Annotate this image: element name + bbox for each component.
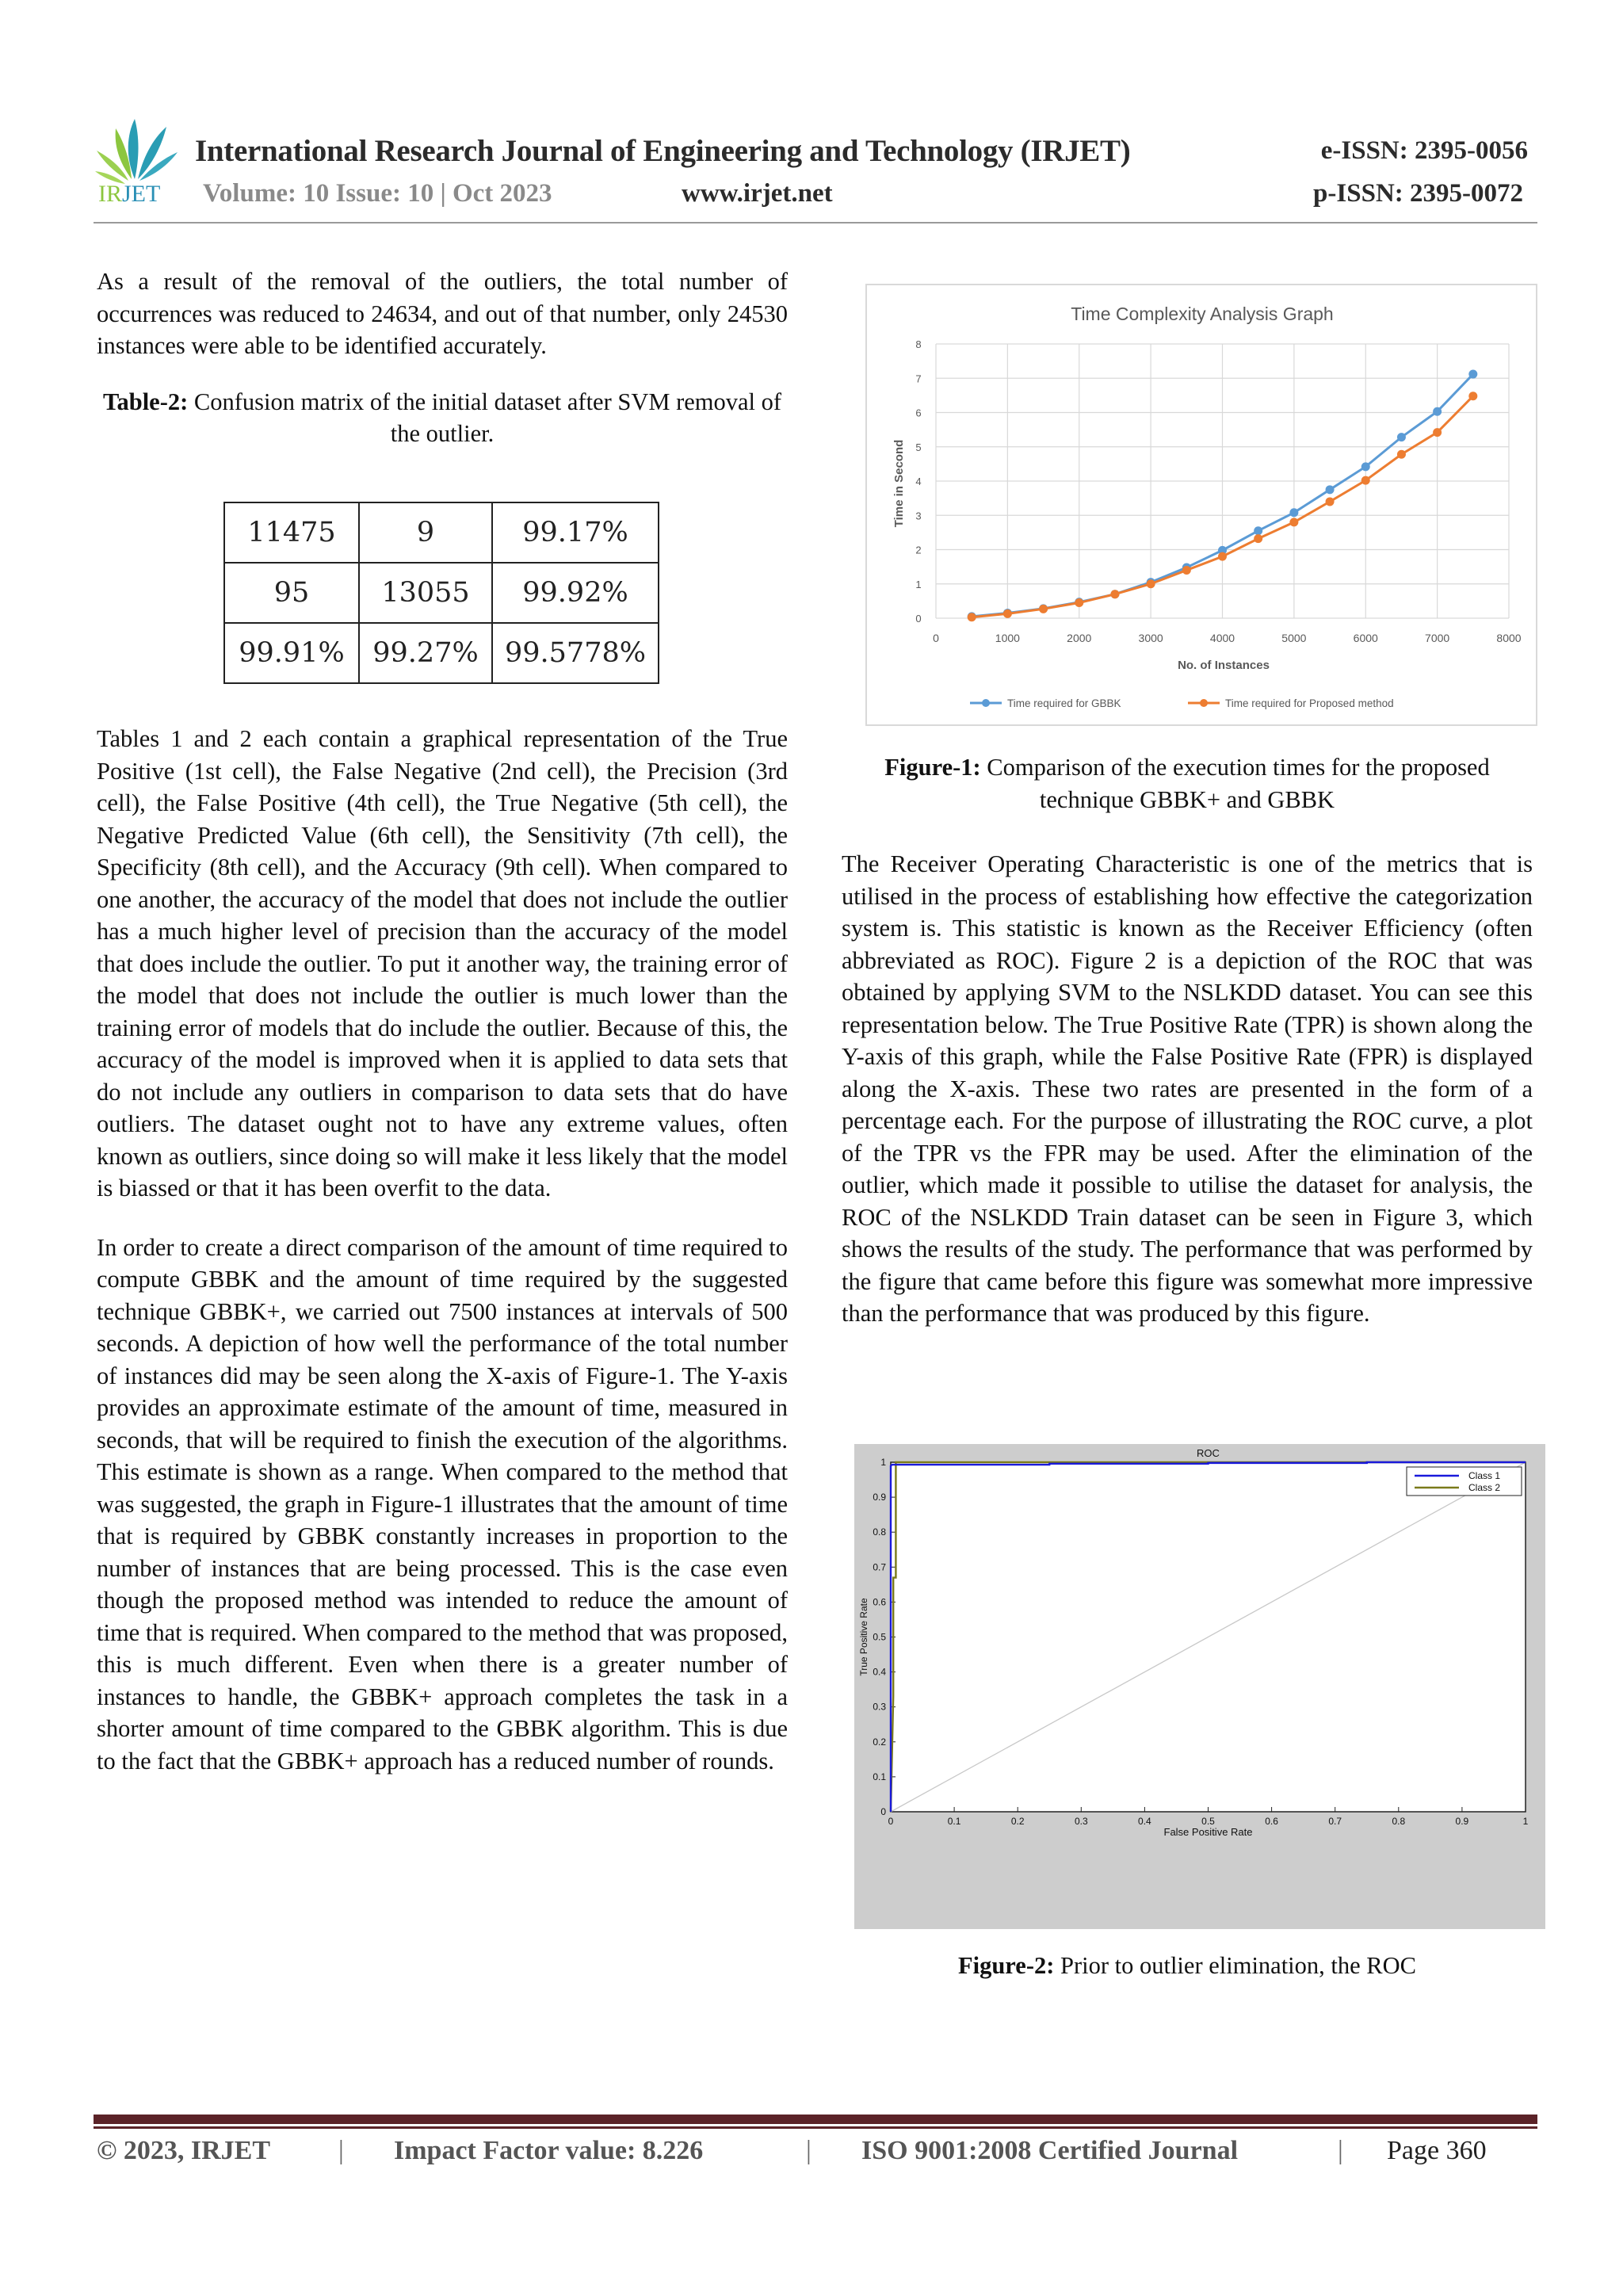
y-tick-label: 0.7 <box>873 1561 886 1573</box>
data-point <box>1397 450 1406 459</box>
x-tick-label: 0.6 <box>1265 1816 1278 1827</box>
data-point <box>1361 476 1370 485</box>
x-tick-label: 0.4 <box>1138 1816 1151 1827</box>
data-point <box>1254 534 1262 543</box>
data-point <box>1289 518 1298 526</box>
x-tick-label: 0.1 <box>947 1816 961 1827</box>
x-tick-label: 0.9 <box>1455 1816 1469 1827</box>
x-tick-label: 0.5 <box>1201 1816 1215 1827</box>
footer-page-number: Page 360 <box>1387 2136 1487 2165</box>
y-tick-label: 0.6 <box>873 1596 886 1608</box>
data-point <box>1147 579 1155 588</box>
x-tick-label: 7000 <box>1425 632 1450 644</box>
page-header <box>94 117 1536 228</box>
y-tick-label: 0.8 <box>873 1526 886 1538</box>
data-point <box>1075 598 1083 607</box>
legend-box <box>1407 1467 1522 1496</box>
table-caption-text: Confusion matrix of the initial dataset after SVM removal of the outlier. <box>188 388 782 447</box>
data-point <box>1218 552 1227 561</box>
legend-marker <box>982 699 990 707</box>
footer-separator: | <box>338 2136 344 2165</box>
footer-divider-thin <box>94 2126 1537 2129</box>
table-cell: 13055 <box>359 563 492 623</box>
y-tick-label: 0.9 <box>873 1492 886 1503</box>
journal-title: International Research Journal of Engineering and Technology (IRJET) <box>195 134 1131 168</box>
table-2-caption <box>97 386 788 450</box>
legend-marker <box>1200 699 1208 707</box>
footer-separator: | <box>806 2136 812 2165</box>
figure-caption-label: Figure-1: <box>884 754 981 781</box>
x-tick-label: 3000 <box>1138 632 1163 644</box>
paragraph-table-explanation: Tables 1 and 2 each contain a graphical representation of the True Positive (1st cell), the False Negative (2nd cell), the Precision (3rd cell), the False Positive (4th cell), the True Negative (5th cell), the Negative Predicted Value (6th cell), the Sensitivity (7th cell), the Specificity (8th cell), and the Accuracy (9th cell). When compared to one another, the accuracy of the model that does not include the outlier has a much higher level of precision than the accuracy of the model that does include the outlier. To put it another way, the training error of the model that does not include the outlier is much lower than the training error of models that do include the outlier. Because of this, the accuracy of the model is improved when it is applied to data sets that do not include any outliers in comparison to data sets that do have outliers. The dataset ought not to have any extreme values, often known as outliers, since doing so will make it less likely that the model is biassed or that it has been overfit to the data. <box>97 725 788 1201</box>
figure-caption-label: Figure-2: <box>957 1952 1055 1979</box>
table-cell: 99.5778% <box>492 623 659 683</box>
logo-text <box>98 181 160 208</box>
header-divider <box>94 222 1537 223</box>
footer-separator: | <box>1338 2136 1343 2165</box>
x-tick-label: 0 <box>933 632 939 644</box>
y-tick-label: 0.3 <box>873 1701 886 1713</box>
x-tick-label: 1 <box>1522 1816 1529 1827</box>
figure-caption-text: Comparison of the execution times for the proposed technique GBBK+ and GBBK <box>980 754 1490 813</box>
right-column-body <box>842 848 1533 1357</box>
chart-title: Time Complexity Analysis Graph <box>1071 304 1334 324</box>
eissn: e-ISSN: 2395-0056 <box>1320 136 1528 165</box>
y-tick-label: 6 <box>915 407 922 419</box>
footer-divider-thick <box>94 2115 1537 2124</box>
data-point <box>1254 526 1262 535</box>
table-cell: 11475 <box>224 502 359 563</box>
table-row <box>224 502 659 563</box>
y-tick-label: 1 <box>915 578 922 590</box>
x-tick-label: 8000 <box>1496 632 1522 644</box>
data-point <box>1361 462 1370 471</box>
table-cell: 95 <box>224 563 359 623</box>
figure-1-time-complexity-chart <box>865 284 1537 726</box>
data-point <box>1326 497 1335 506</box>
logo-text-jet: JET <box>122 181 161 207</box>
x-tick-label: 0 <box>888 1816 894 1827</box>
table-caption-label: Table-2: <box>102 388 189 415</box>
line-chart <box>867 285 1537 726</box>
footer-iso: ISO 9001:2008 Certified Journal <box>861 2136 1239 2165</box>
data-point <box>1433 428 1442 437</box>
data-point <box>1039 605 1048 613</box>
chart-title: ROC <box>1197 1447 1220 1459</box>
paragraph-roc-explanation: The Receiver Operating Characteristic is one of the metrics that is utilised in the process of establishing how effective the categorization system is. This statistic is known as the Receiver Efficiency (often abbreviated as ROC). Figure 2 is a depiction of the ROC that was obtained by applying SVM to the NSLKDD dataset. You can see this representation below. The True Positive Rate (TPR) is shown along the Y-axis of this graph, while the False Positive Rate (FPR) is displayed along the X-axis. These two rates are presented in the form of a percentage each. For the purpose of illustrating the ROC curve, a plot of the TPR vs the FPR may be used. After the elimination of the outlier, which made it possible to utilise the dataset for analysis, the ROC of the NSLKDD Train dataset can be seen in Figure 3, which shows the results of the study. The performance that was performed by the figure that came before this figure was somewhat more impressive than the performance that was produced by this figure. <box>842 850 1533 1327</box>
y-tick-label: 0 <box>915 613 922 625</box>
data-point <box>1468 392 1477 400</box>
y-tick-label: 0.2 <box>873 1736 886 1748</box>
table-cell: 99.91% <box>224 623 359 683</box>
figure-1-caption <box>842 751 1533 816</box>
legend-label: Class 1 <box>1468 1470 1501 1481</box>
x-axis-label: False Positive Rate <box>1163 1826 1253 1838</box>
leaf-logo-icon <box>94 117 181 189</box>
x-tick-label: 0.7 <box>1328 1816 1342 1827</box>
x-tick-label: 0.2 <box>1010 1816 1025 1827</box>
x-tick-label: 4000 <box>1209 632 1235 644</box>
volume-issue: Volume: 10 Issue: 10 | Oct 2023 <box>203 179 552 208</box>
y-tick-label: 2 <box>915 544 922 556</box>
footer-impact-factor: Impact Factor value: 8.226 <box>394 2136 704 2165</box>
legend-label: Time required for GBBK <box>1007 697 1121 709</box>
x-tick-label: 1000 <box>995 632 1020 644</box>
y-tick-label: 4 <box>915 476 922 487</box>
website-link[interactable]: www.irjet.net <box>682 179 833 208</box>
roc-chart <box>854 1444 1545 1929</box>
table-cell: 9 <box>359 502 492 563</box>
left-column-body <box>97 723 788 1804</box>
footer-copyright: © 2023, IRJET <box>97 2136 271 2165</box>
y-tick-label: 0 <box>880 1806 886 1817</box>
x-tick-label: 6000 <box>1353 632 1378 644</box>
table-row <box>224 623 659 683</box>
data-point <box>1182 566 1191 575</box>
y-tick-label: 3 <box>915 510 922 522</box>
left-column <box>97 266 788 450</box>
confusion-matrix-table <box>223 502 659 684</box>
x-axis-label: No. of Instances <box>1178 659 1270 672</box>
y-tick-label: 8 <box>915 338 922 350</box>
y-tick-label: 0.5 <box>873 1631 886 1643</box>
data-point <box>1397 433 1406 441</box>
legend-label: Class 2 <box>1468 1482 1501 1493</box>
table-row <box>224 563 659 623</box>
legend-label: Time required for Proposed method <box>1225 697 1394 709</box>
figure-2-roc-chart <box>854 1444 1545 1929</box>
figure-2-caption <box>842 1950 1533 1982</box>
page-footer <box>97 2136 1539 2176</box>
x-tick-label: 0.3 <box>1074 1816 1088 1827</box>
irjet-logo <box>94 117 181 212</box>
data-point <box>1326 485 1335 494</box>
paragraph-time-comparison: In order to create a direct comparison of the amount of time required to compute GBBK and the amount of time required by the suggested technique GBBK+, we carried out 7500 instances at intervals of 500 seconds. A depiction of how well the performance of the total number of instances did may be seen along the X-axis of Figure-1. The Y-axis provides an approximate estimate of the amount of time, measured in seconds, that will be required to finish the execution of the algorithms. This estimate is shown as a range. When compared to the method that was suggested, the graph in Figure-1 illustrates that the amount of time that is required by GBBK constantly increases in proportion to the number of instances that are being processed. This is the case even though the proposed method was intended to reduce the amount of time that is required. When compared to the method that was proposed, this is much different. Even when there is a greater number of instances to handle, the GBBK+ approach completes the task in a shorter amount of time compared to the GBBK algorithm. This is due to the fact that the GBBK+ approach has a reduced number of rounds. <box>97 1233 788 1775</box>
y-axis-label: Time in Second <box>892 439 906 528</box>
pissn: p-ISSN: 2395-0072 <box>1313 179 1523 208</box>
data-point <box>1289 508 1298 517</box>
table-cell: 99.92% <box>492 563 659 623</box>
x-tick-label: 5000 <box>1281 632 1307 644</box>
data-point <box>968 613 976 621</box>
table-cell: 99.27% <box>359 623 492 683</box>
table-cell: 99.17% <box>492 502 659 563</box>
data-point <box>1468 370 1477 379</box>
data-point <box>1110 590 1119 598</box>
x-tick-label: 2000 <box>1067 632 1092 644</box>
x-tick-label: 0.8 <box>1392 1816 1406 1827</box>
data-point <box>1003 609 1012 618</box>
paragraph-outlier-removal: As a result of the removal of the outliers, the total number of occurrences was reduced to 24634, and out of that number, only 24530 instances were able to be identified accurately. <box>97 268 788 359</box>
logo-text-ir: IR <box>98 181 122 207</box>
y-tick-label: 5 <box>915 441 922 453</box>
y-axis-label: True Positive Rate <box>858 1598 869 1676</box>
figure-caption-text: Prior to outlier elimination, the ROC <box>1054 1952 1416 1979</box>
y-tick-label: 0.1 <box>873 1771 886 1782</box>
y-tick-label: 0.4 <box>873 1666 886 1678</box>
data-point <box>1433 407 1442 416</box>
y-tick-label: 7 <box>915 372 922 385</box>
y-tick-label: 1 <box>880 1457 886 1468</box>
